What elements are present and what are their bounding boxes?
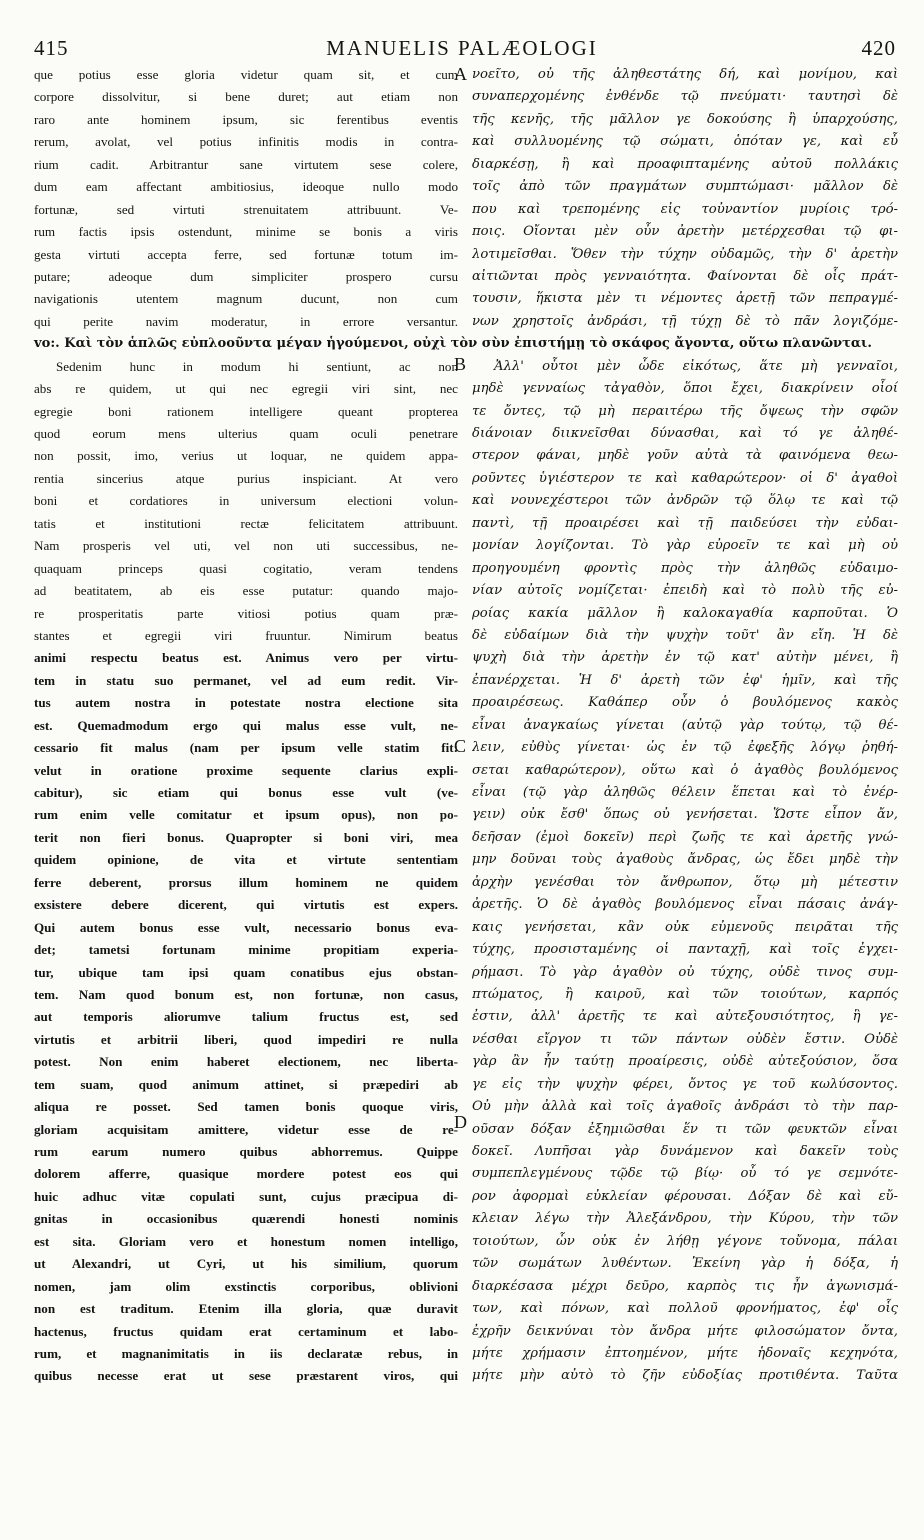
text-line: navigationis utentem magnum ducunt, non cum (34, 291, 458, 307)
text-line: boni et cordatiores in universum electioni volun- (34, 493, 458, 509)
text-line: κλειαν λέγω τὴν Ἀλεξάνδρου, τὴν Κύρου, τὴν τῶν (472, 1211, 898, 1227)
margin-letter-b: B (454, 354, 467, 374)
text-line: animi respectu beatus est. Animus vero per virtu- (34, 650, 458, 666)
text-line: stantes et egregii viri fruuntur. Nimirum beatus (34, 627, 458, 643)
text-line: rum, et magnanimitatis in iis declaratæ rebus, in (34, 1345, 458, 1361)
text-line: Sedenim hunc in modum hi sentiunt, ac non (56, 358, 458, 374)
text-line: quod eorum mens ulterius quam oculi penetrare (34, 426, 458, 441)
text-line: tem. Nam quod bonum est, non fortunæ, non casus, (34, 986, 458, 1002)
text-line: cessario fit malus (nam per ipsum velle statim fit: (34, 740, 458, 756)
text-line: τύχης, προσισταμένης οἱ πανταχῇ, καὶ τοῖς ἐγχει- (472, 942, 898, 958)
text-line: καις γενήσεται, κἂν οὐκ εὐμενοῦς πειρᾶται τῆς (472, 919, 898, 935)
text-line: Ἀλλ' οὗτοι μὲν ὧδε εἰκότως, ἅτε μὴ γενναῖοι, (494, 358, 898, 374)
margin-letter-a: A (454, 64, 467, 84)
text-line: velut in oratione proxime sequente clarius expli- (34, 762, 458, 778)
text-line: των, καὶ πόνων, καὶ πολλοῦ φρονήματος, ἐφ' οἷς (472, 1301, 898, 1317)
text-line: προαιρέσεως. Καθάπερ οὖν ὁ βουλόμενος κακὸς (472, 695, 898, 711)
running-header (0, 32, 924, 66)
text-line: οῦσαν δόξαν ἐξημιῶσθαι ἕν τι τῶν φευκτῶν εἶναι (472, 1121, 898, 1137)
bridge-spacer (472, 333, 898, 355)
text-line: aliqua re posset. Sed tamen bonis quoque viris, (34, 1099, 458, 1115)
text-line: ροῦντες ὑγιέστερον τε καὶ καθαρώτερον· οἱ δ' ἀγαθοὶ (472, 470, 898, 486)
text-line: ferre deberent, prorsus illum hominem ne quidem (34, 874, 458, 890)
text-line: re prosperitatis parte vitiosi potius quam præ- (34, 605, 458, 621)
text-line: προηγουμένη φροντὶς πρὸς τὴν ἀληθῶς εὐδαιμο- (472, 560, 898, 576)
text-line: πτώματος, ἢ καιροῦ, καὶ τῶν τοιούτων, καρπός (472, 986, 898, 1002)
text-line: τῆς κενῆς, τῆς μᾶλλον γε δοκούσης ἢ ὑπαρχούσης, (472, 111, 898, 127)
text-line: tatis et institutioni rectæ felicitatem attribuunt. (34, 515, 458, 531)
text-line: rentia sincerius atque purius inspiciant. At vero (34, 470, 458, 486)
page-number-left: 415 (34, 36, 69, 60)
margin-letter-d: D (454, 1112, 467, 1132)
text-line: δὲ εὐδαίμων διὰ τὴν ψυχὴν τοῦτ' ἂν εἴη. Ἡ δὲ (472, 627, 898, 643)
margin-letter-c: C (454, 736, 467, 756)
page-number-right: 420 (861, 36, 896, 60)
text-line: αἰτιῶνται πρὸς γενναιότητα. Φαίνονται δὲ οἷς πράτ- (472, 268, 898, 284)
text-line: egregie boni rationem intelligere queant propterea (34, 403, 458, 419)
text-line: huic adhuc vitæ copulati sunt, cujus præcipua di- (34, 1188, 458, 1204)
text-line: rum earum numero quibus abhorremus. Quippe (34, 1144, 458, 1159)
text-line: δοκεῖ. Λυπῆσαι γὰρ δυνάμενον καὶ δακεῖν τοὺς (472, 1144, 898, 1159)
text-line: ἀρχὴν γενέσθαι τὸν ἄνθρωπον, ὅτῳ μὴ μέτεστιν (472, 874, 898, 890)
text-line: exsistere debere dicerent, qui virtutis est expers. (34, 897, 458, 913)
text-line: gloriam acquisitam amittere, videtur esse de re- (34, 1121, 458, 1137)
text-line: non possit, imo, verius ut loquar, ne quidem appa- (34, 448, 458, 464)
text-line: νοεῖτο, οὐ τῆς ἀληθεστάτης δή, καὶ μονίμου, καὶ (472, 67, 898, 82)
text-line: ροίας κακία μᾶλλον ἢ καλοκαγαθία καρποῦται. Ὁ (472, 605, 898, 621)
text-line: Nam prosperis vel uti, vel non uti successibus, ne- (34, 538, 458, 554)
text-line: est sita. Gloriam vero et honestum nomen intelligo, (34, 1233, 458, 1249)
text-line: συμπεπλεγμένους τῷδε τῷ βίῳ· οὗ τό γε σεμνότε- (472, 1166, 898, 1182)
text-line: ἀρετῆς. Ὁ δὲ ἀγαθὸς βουλόμενος εἶναι πάσαις ἀνάγ- (472, 897, 898, 913)
text-line: τῶν σωμάτων λυθέντων. Ἐκείνη γὰρ ἡ δόξα, ἡ (472, 1256, 898, 1272)
text-line: dolorem afferre, quasique mordere potest eos qui (34, 1166, 458, 1182)
text-line: tem in statu suo permanet, vel ad eum redit. Vir- (34, 672, 458, 688)
text-line: det; tametsi fortunam minime propitiam experia- (34, 942, 458, 958)
text-line: rum enim velle comitatur et ipsum opus), non po- (34, 807, 458, 823)
text-line: terit non fieri bonus. Quapropter si boni viri, mea (34, 829, 458, 845)
text-line: hactenus, fructus quidam erat certaminum et labo- (34, 1323, 458, 1339)
text-line: quibus necesse erat ut sese præstarent viros, qui (34, 1368, 458, 1384)
text-line: δεῆσαν (ἐμοὶ δοκεῖν) περὶ ζωῆς τε καὶ ἀρετῆς γνώ- (472, 829, 898, 845)
text-line: σεται καθαρώτερον), οὕτω καὶ ὁ ἀγαθὸς βουλόμενος (472, 762, 898, 778)
text-line: ut Alexandri, ut Cyri, ut his similium, quorum (34, 1256, 458, 1272)
text-line: que potius esse gloria videtur quam sit, et cum (34, 67, 458, 82)
text-line: est. Quemadmodum ergo qui malus esse vult, ne- (34, 717, 458, 733)
text-line: γειν) οὐκ ἔσθ' ὅπως οὐ γενήσεται. Ὥστε εἶπον ἄν, (472, 807, 898, 823)
text-line: tus autem nostra in potestate nostra electione sita (34, 695, 458, 711)
text-line: ψυχὴ διὰ τὴν ἀρετὴν ἐν τῷ κατ' αὐτὴν μένει, ἢ (472, 650, 898, 666)
text-line: qui perite navim moderatur, in errore versantur. (34, 313, 458, 329)
text-line: ποις. Οἴονται μὲν οὖν ἀρετὴν μετέρχεσθαι τῷ φι- (472, 224, 898, 240)
running-title: MANUELIS PALÆOLOGI (326, 36, 598, 60)
text-line: rum factis ipsis ostendunt, minime se bonis a viris (34, 224, 458, 240)
text-line: τουσιν, ἥκιστα μὲν τι νέμοντες ἀρετῇ τῶν πεπραγμέ- (472, 291, 898, 307)
text-line: raro ante hominem ipsum, sic ferentibus eventis (34, 111, 458, 127)
text-line: corpore dissolvitur, si bene duret; aut etiam non (34, 89, 458, 105)
text-line: διαρκέσασα μέχρι δεῦρο, καρπὸς τις ἦν ἀγωνισμά- (472, 1278, 898, 1294)
text-line: ἐστιν, ἀλλ' ἀρετῆς τε καὶ αὐτεξουσιότητος, ἣ γε- (472, 1009, 898, 1025)
text-line: gnitas in occasionibus quærendi honesti nominis (34, 1211, 458, 1227)
text-line: ad beatitatem, ab eis esse putatur: quando majo- (34, 583, 458, 599)
text-line: potest. Non enim haberet electionem, nec liberta- (34, 1054, 458, 1070)
text-line: nomen, jam olim exstinctis corporibus, oblivioni (34, 1278, 458, 1294)
text-line: μήτε χρήμασιν ἐπτοημένον, μήτε ἡδοναῖς κεχηνότα, (472, 1345, 898, 1361)
text-line: παντὶ, τῇ προαιρέσει καὶ τῇ παιδεύσει τὴν εὐδαι- (472, 515, 898, 531)
text-line: Οὐ μὴν ἀλλὰ καὶ τοῖς ἀγαθοῖς ἀνδράσι τὸ τὴν παρ- (472, 1099, 898, 1115)
text-line: τοιούτων, ὧν οὐκ ἐν λήθῃ γέγονε τοὔνομα, πάλαι (472, 1233, 898, 1249)
text-line: που καὶ τρεπομένης εἰς τοὐναντίον μυρίοις τρό- (472, 201, 898, 217)
text-line: putare; adeoque dum simpliciter prospero cursu (34, 268, 458, 284)
text-line: καὶ συλλυομένης τῷ σώματι, ὁπόταν γε, καὶ εὖ (472, 134, 898, 150)
text-line: τε ὄντες, τῷ μὴ περαιτέρω τῆς ὄψεως τὴν σφῶν (472, 403, 898, 419)
text-line: λειν, εὐθὺς γίνεται· ὡς ἐν τῷ ἐφεξῆς λόγῳ ῥηθή- (472, 740, 898, 756)
text-line: fortunæ, sed virtuti strenuitatem attribuunt. Ve- (34, 201, 458, 217)
text-line: νων χρηστοῖς ἀνδράσι, τῇ τύχῃ δὲ τὸ πᾶν λογιζόμε- (472, 313, 898, 329)
text-line: tem suam, quod animum attinet, si præpediri ab (34, 1076, 458, 1092)
text-line: ρήμασι. Τὸ γὰρ ἀγαθὸν οὐ τύχης, οὐδὲ τινος συμ- (472, 964, 898, 980)
text-line: στερον φάναι, μηδὲ γοῦν αὐτὰ τὰ φαινόμενα θεω- (472, 448, 898, 464)
text-line: καὶ νουνεχέστεροι τῶν ἀνδρῶν τῷ ὅλῳ τε καὶ τῷ (472, 493, 898, 509)
text-line: cabitur), sic etiam qui bonus esse vult (ve- (34, 785, 458, 800)
text-line: non est traditum. Etenim illa gloria, quæ duravit (34, 1301, 458, 1317)
text-line: διάνοιαν διικνεῖσθαι δύνασθαι, καὶ τό γε ἀληθέ- (472, 426, 898, 441)
text-line: quaquam princeps quasi cogitatio, veram tendens (34, 560, 458, 576)
bridge-line: vo:. Καὶ τὸν ἁπλῶς εὐπλοοῦντα μέγαν ἡγούμενοι, οὐχὶ τὸν σὺν ἐπιστήμῃ τὸ σκάφος ἄγοντα, οὕτω πλανῶνται. (34, 336, 872, 352)
text-line: rerum, avolat, vel potius infinitis modis in contra- (34, 134, 458, 150)
text-line: quidem opinione, de vita et virtute sententiam (34, 852, 458, 868)
text-line: aut temporis aliorumve talium fructus est, sed (34, 1009, 458, 1025)
text-line: εἶναι (τῷ γὰρ ἀληθῶς θέλειν ἕπεται καὶ τὸ ἐνέρ- (472, 785, 898, 800)
text-line: διαρκέσῃ, ἢ καὶ προαφιπταμένης αὐτοῦ πολλάκις (472, 156, 898, 172)
text-line: μήτε μὴν αὐτὸ τὸ ζῆν εὐδοξίας προτιθέντα. Ταῦτα (472, 1368, 898, 1384)
text-line: ἐπανέρχεται. Ἡ δ' ἀρετὴ τῶν ἐφ' ἡμῖν, καὶ τῆς (472, 672, 898, 688)
text-line: virtutis et arbitrii liberi, quod impediri re nulla (34, 1031, 458, 1047)
text-line: μονίαν λογίζονται. Τὸ γὰρ εὐροεῖν τε καὶ μὴ οὐ (472, 538, 898, 554)
text-line: γὰρ ἂν ἦν ταύτῃ προαίρεσις, οὐδὲ αὐτεξούσιον, ὅσα (472, 1054, 898, 1070)
text-line: tur, ubique tam ipsi quam conatibus ejus obstan- (34, 964, 458, 980)
text-line: νίαν αὐτοῖς νομίζεται· ἐπειδὴ καὶ τὸ πολὺ τῆς εὐ- (472, 583, 898, 599)
text-line: gesta virtuti accepta ferre, sed fortunæ totum im- (34, 246, 458, 262)
text-line: νέσθαι εἴργον τι τῶν πάντων οὐδὲν ἔστιν. Οὐδὲ (472, 1031, 898, 1047)
greek-column (472, 64, 898, 1388)
text-line: γε εἰς τὴν ψυχὴν φέρει, ὄντος γε τοῦ κωλύσοντος. (472, 1076, 898, 1092)
text-line: τοῖς ἀπὸ τῶν πραγμάτων συμπτώμασι· μᾶλλον δὲ (472, 179, 898, 195)
text-line: λοτιμεῖσθαι. Ὅθεν τὴν τύχην οὐδαμῶς, τὴν δ' ἀρετὴν (472, 246, 898, 262)
text-line: συναπερχομένης ἐνθένδε τῷ πνεύματι· ταυτησὶ δὲ (472, 89, 898, 105)
text-line: rium cadit. Arbitrantur sane virtutem sese colere, (34, 156, 458, 172)
text-line: dum eam affectant ambitiosius, ideoque nullo modo (34, 179, 458, 195)
text-line: Qui autem bonus esse vult, necessario bonus eva- (34, 919, 458, 935)
text-line: μηδὲ γενναίως τἀγαθὸν, ὅποι ἔχει, διακρίνειν οἷοί (472, 381, 898, 397)
text-line: ρον ἀφορμαὶ εὐκλείαν φέρουσαι. Δόξαν δὲ καὶ εὔ- (472, 1188, 898, 1204)
text-line: εἶναι ἀναγκαίως γίνεται (αὐτῷ γὰρ τούτῳ, τῷ θέ- (472, 717, 898, 733)
text-line: ἐχρῆν δεικνύναι τὸν ἄνδρα μήτε φιλοσώματον ὄντα, (472, 1323, 898, 1339)
text-line: μην δοῦναι τοὺς ἀγαθοὺς ἄνδρας, ὡς ἔδει μηδὲ τὴν (472, 852, 898, 868)
text-line: abs re quidem, ut qui nec egregii viri sint, nec (34, 381, 458, 397)
